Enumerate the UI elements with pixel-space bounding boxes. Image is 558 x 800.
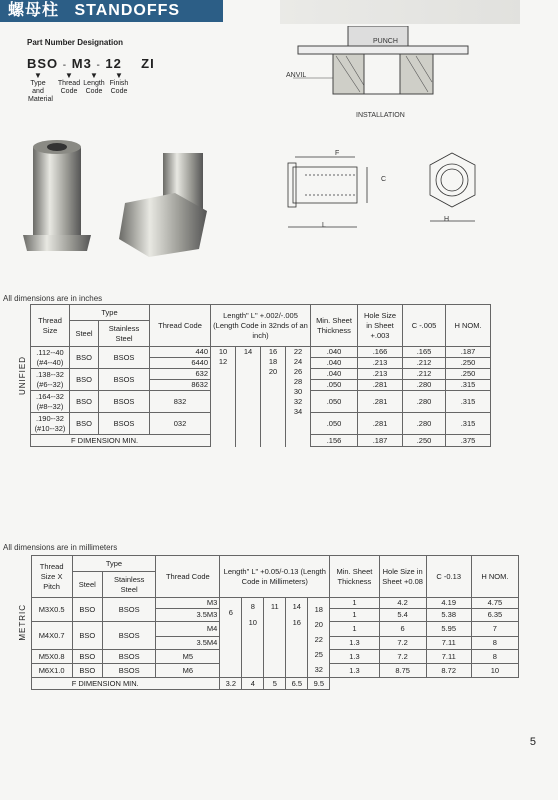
length-col-3: 11 bbox=[264, 598, 286, 678]
f-dim-label: F bbox=[335, 150, 340, 157]
th-type: Type bbox=[70, 305, 150, 321]
th-thread-code: Thread Code bbox=[156, 556, 220, 598]
th-steel: Steel bbox=[70, 321, 99, 347]
th-length: Length" L" +0.05/-0.13 (Length Code in Millimeters) bbox=[220, 556, 330, 598]
length-col-4: 14 16 bbox=[286, 598, 308, 678]
metric-side-label: METRIC bbox=[18, 604, 27, 641]
pn-label-type: ▼ Type and Material bbox=[28, 71, 53, 103]
page-number: 5 bbox=[529, 736, 536, 748]
f-dimension-row: F DIMENSION MIN. 3.2 4 5 6.5 9.5 bbox=[16, 678, 519, 690]
th-thread-size: Thread Size bbox=[31, 305, 70, 347]
th-c: C -0.13 bbox=[426, 556, 471, 598]
table-row: 3.5M4 1.3 7.2 7.11 8 bbox=[16, 637, 519, 650]
table-row: 8632 .050 .281 .280 .315 bbox=[16, 380, 519, 391]
pn-label-thread: ▼ Thread Code bbox=[57, 71, 81, 95]
part-number-code bbox=[27, 56, 155, 71]
pn-label-length: ▼ Length Code bbox=[83, 71, 105, 95]
th-stainless: Stainless Steel bbox=[99, 321, 150, 347]
length-col-1: 10 12 bbox=[211, 347, 236, 447]
length-col-2: 14 bbox=[236, 347, 261, 447]
table-row: 3.5M3 1 5.4 5.38 6.35 bbox=[16, 609, 519, 622]
inch-table-caption: All dimensions are in inches bbox=[3, 294, 103, 303]
table-row: .164--32 (#8--32) BSO BSOS 832 .050 .281 .280 .315 bbox=[16, 391, 519, 413]
th-type: Type bbox=[72, 556, 156, 572]
th-hole: Hole Size in Sheet +0.08 bbox=[379, 556, 426, 598]
metric-spec-table bbox=[16, 555, 519, 690]
l-dim-label: L bbox=[322, 222, 326, 229]
length-col-5: 18 20 22 25 32 bbox=[308, 598, 330, 678]
th-min-sheet: Min. Sheet Thickness bbox=[330, 556, 379, 598]
punch-label: PUNCH bbox=[373, 38, 398, 45]
f-dimension-row: F DIMENSION MIN. .156 .187 .250 .375 bbox=[16, 435, 519, 447]
unified-side-label: UNIFIED bbox=[18, 356, 27, 395]
table-row: 6440 .040 .213 .212 .250 bbox=[16, 358, 519, 369]
c-dim-label: C bbox=[381, 176, 387, 183]
th-min-sheet: Min. Sheet Thickness bbox=[311, 305, 358, 347]
length-col-2: 8 10 bbox=[242, 598, 264, 678]
pn-label-finish: ▼ Finish Code bbox=[109, 71, 129, 95]
header-ghost-band bbox=[280, 0, 520, 24]
th-thread-size: Thread Size X Pitch bbox=[31, 556, 72, 598]
pn-code-type: BSO bbox=[27, 56, 59, 71]
page-header bbox=[0, 0, 223, 22]
table-row: M4X0.7 BSO BSOS M4 1 6 5.95 7 bbox=[16, 622, 519, 637]
standoff-photo bbox=[15, 135, 235, 265]
inch-spec-table bbox=[16, 304, 519, 447]
header-en: STANDOFFS bbox=[74, 2, 181, 19]
th-h: H NOM. bbox=[471, 556, 518, 598]
table-row: .138--32 (#6--32) BSO BSOS 632 .040 .213 .212 .250 bbox=[16, 369, 519, 380]
table-row: .112--40 (#4--40) BSO BSOS 440 10 12 14 16 18 20 22 24 26 28 30 32 34 .040 .166 .165 .187 bbox=[16, 347, 519, 358]
table-row: M5X0.8 BSO BSOS M5 1.3 7.2 7.11 8 bbox=[16, 650, 519, 664]
table-row: M6X1.0 BSO BSOS M6 1.3 8.75 8.72 10 bbox=[16, 664, 519, 678]
table-row: M3X0.5 BSO BSOS M3 6 8 10 11 14 16 18 20 22 25 32 1 4.2 4.19 4.75 bbox=[16, 598, 519, 609]
anvil-label: ANVIL bbox=[286, 72, 307, 79]
pn-code-length: 12 bbox=[105, 56, 122, 71]
standoff-drawing bbox=[285, 145, 495, 235]
length-col-4: 22 24 26 28 30 32 34 bbox=[286, 347, 311, 447]
pn-code-thread: M3 bbox=[71, 56, 92, 71]
th-length: Length" L" +.002/-.005 (Length Code in 32nds of an inch) bbox=[211, 305, 311, 347]
table-row: .190--32 (#10--32) BSO BSOS 032 .050 .281 .280 .315 bbox=[16, 413, 519, 435]
th-hole: Hole Size in Sheet +.003 bbox=[358, 305, 403, 347]
installation-caption: INSTALLATION bbox=[356, 112, 405, 119]
header-cn: 螺母柱 bbox=[8, 2, 60, 19]
th-thread-code: Thread Code bbox=[150, 305, 211, 347]
pn-code-finish: ZI bbox=[141, 56, 155, 71]
pn-sep: - bbox=[96, 60, 101, 71]
h-dim-label: H bbox=[444, 216, 450, 223]
part-number-title: Part Number Designation bbox=[27, 38, 124, 47]
length-col-1: 6 bbox=[220, 598, 242, 678]
th-c: C -.005 bbox=[403, 305, 446, 347]
length-col-3: 16 18 20 bbox=[261, 347, 286, 447]
pn-sep: - bbox=[62, 60, 68, 71]
th-h: H NOM. bbox=[446, 305, 491, 347]
metric-table-caption: All dimensions are in millimeters bbox=[3, 543, 118, 552]
th-steel: Steel bbox=[72, 572, 102, 598]
th-stainless: Stainless Steel bbox=[102, 572, 155, 598]
